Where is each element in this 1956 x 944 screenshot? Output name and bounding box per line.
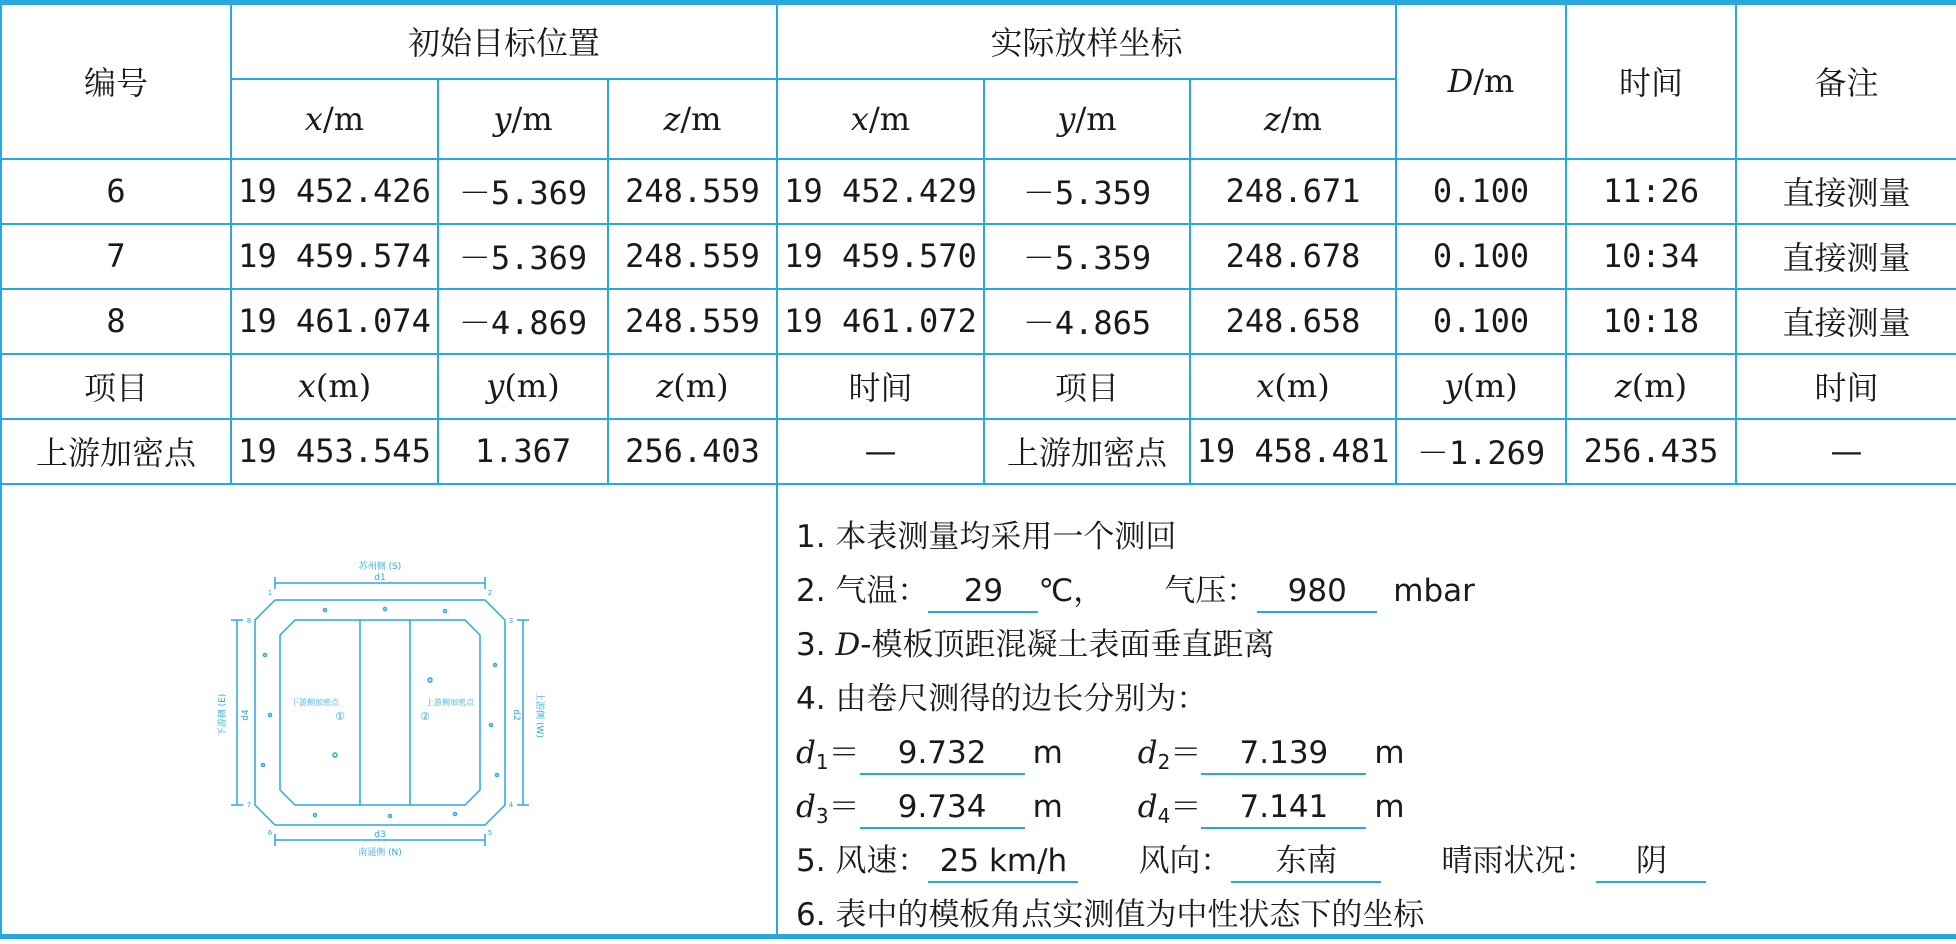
- table-row: [1, 289, 1956, 354]
- ref-x-2: 19 458.481: [1190, 419, 1396, 484]
- ref-header-time: 时间: [777, 354, 984, 419]
- ref-row: [1, 419, 1956, 484]
- header-target-x: x/m: [231, 79, 438, 159]
- header-target-position: 初始目标位置: [231, 3, 777, 79]
- cell-d: 0.100: [1396, 159, 1566, 224]
- ref-time-1: —: [777, 419, 984, 484]
- cell-note: 直接测量: [1736, 289, 1956, 354]
- note-1: 1. 本表测量均采用一个测回: [796, 519, 1177, 555]
- ref-z-1: 256.403: [608, 419, 777, 484]
- row-id: 8: [1, 289, 231, 354]
- header-target-y: y/m: [438, 79, 608, 159]
- d2-value: 7.139: [1201, 733, 1366, 775]
- cell-target-y: －5.369: [438, 159, 608, 224]
- header-actual-y: y/m: [984, 79, 1190, 159]
- header-actual-coords: 实际放样坐标: [777, 3, 1396, 79]
- corner-label: 2: [487, 589, 493, 597]
- header-id: 编号: [1, 3, 231, 159]
- diagram-left-dim: d4: [241, 709, 251, 721]
- note-3: 3. D-模板顶距混凝土表面垂直距离: [796, 627, 1275, 663]
- cell-note: 直接测量: [1736, 224, 1956, 289]
- cell-actual-x: 19 459.570: [777, 224, 984, 289]
- weather-value: 阴: [1596, 841, 1706, 883]
- ref-header-item: 项目: [1, 354, 231, 419]
- cell-target-x: 19 461.074: [231, 289, 438, 354]
- cell-target-z: 248.559: [608, 159, 777, 224]
- corner-label: 6: [267, 829, 273, 837]
- diagram-left-mark: ①: [335, 710, 345, 723]
- header-actual-z: z/m: [1190, 79, 1396, 159]
- cell-actual-y: －5.359: [984, 159, 1190, 224]
- note-d1-d2: $d_1= 9.732$ m $d_2= 7.139$ m: [796, 735, 1405, 774]
- corner-label: 7: [246, 801, 252, 809]
- wind-direction-value: 东南: [1231, 841, 1381, 883]
- cell-actual-y: －4.865: [984, 289, 1190, 354]
- note-6: 6. 表中的模板角点实测值为中性状态下的坐标: [796, 897, 1425, 933]
- row-id: 6: [1, 159, 231, 224]
- cell-d: 0.100: [1396, 224, 1566, 289]
- note-2: 2. 气温： 29 ℃， 气压： 980 mbar: [796, 564, 1946, 618]
- ref-header-y-2: y(m): [1396, 354, 1566, 419]
- cell-actual-x: 19 461.072: [777, 289, 984, 354]
- header-target-z: z/m: [608, 79, 777, 159]
- cell-target-y: －5.369: [438, 224, 608, 289]
- ref-header-x-2: x(m): [1190, 354, 1396, 419]
- row-id: 7: [1, 224, 231, 289]
- ref-time-2: —: [1736, 419, 1956, 484]
- cell-d: 0.100: [1396, 289, 1566, 354]
- header-time: 时间: [1566, 3, 1736, 159]
- cell-actual-z: 248.671: [1190, 159, 1396, 224]
- corner-label: 4: [508, 801, 514, 809]
- ref-header-x: x(m): [231, 354, 438, 419]
- corner-label: 8: [246, 617, 252, 625]
- diagram-bottom-label: 南通侧 (N): [358, 848, 402, 858]
- ref-name-2: 上游加密点: [984, 419, 1190, 484]
- diagram-bottom-dim: d3: [374, 830, 386, 840]
- cell-actual-z: 248.658: [1190, 289, 1396, 354]
- ref-header-item-2: 项目: [984, 354, 1190, 419]
- ref-header-time-2: 时间: [1736, 354, 1956, 419]
- corner-label: 1: [267, 589, 273, 597]
- ref-y-1: 1.367: [438, 419, 608, 484]
- header-d: D/m: [1396, 3, 1566, 159]
- ref-header-y: y(m): [438, 354, 608, 419]
- diagram-right-label: 上游侧 (W): [534, 692, 544, 738]
- corner-label: 3: [508, 617, 514, 625]
- header-note: 备注: [1736, 3, 1956, 159]
- ref-name-1: 上游加密点: [1, 419, 231, 484]
- cell-actual-y: －5.359: [984, 224, 1190, 289]
- ref-header-row: [1, 354, 1956, 419]
- ref-z-2: 256.435: [1566, 419, 1736, 484]
- note-4: 4. 由卷尺测得的边长分别为：: [796, 681, 1208, 717]
- cell-time: 10:18: [1566, 289, 1736, 354]
- diagram-top-label: 苏州侧 (S): [358, 562, 402, 572]
- formwork-diagram: [215, 555, 545, 865]
- note-5: 5. 风速： 25 km/h 风向： 东南 晴雨状况： 阴: [796, 834, 1946, 888]
- wind-speed-value: 25 km/h: [928, 841, 1078, 883]
- diagram-right-point: 上游侧加密点: [426, 698, 474, 707]
- diagram-right-dim: d2: [511, 709, 521, 721]
- cell-target-x: 19 452.426: [231, 159, 438, 224]
- notes-block: [796, 510, 1946, 942]
- corner-label: 5: [487, 829, 493, 837]
- diagram-right-mark: ②: [420, 710, 430, 723]
- diagram-left-point: 下游侧加密点: [291, 698, 339, 707]
- ref-y-2: －1.269: [1396, 419, 1566, 484]
- ref-x-1: 19 453.545: [231, 419, 438, 484]
- cell-time: 11:26: [1566, 159, 1736, 224]
- diagram-left-label: 下游侧 (E): [218, 693, 228, 737]
- note-d3-d4: $d_3= 9.734$ m $d_4= 7.141$ m: [796, 789, 1405, 828]
- d1-value: 9.732: [860, 733, 1025, 775]
- ref-header-z-2: z(m): [1566, 354, 1736, 419]
- header-actual-x: x/m: [777, 79, 984, 159]
- cell-actual-z: 248.678: [1190, 224, 1396, 289]
- table-row: [1, 224, 1956, 289]
- cell-time: 10:34: [1566, 224, 1736, 289]
- diagram-top-dim: d1: [374, 573, 386, 583]
- cell-target-y: －4.869: [438, 289, 608, 354]
- d4-value: 7.141: [1201, 787, 1366, 829]
- d3-value: 9.734: [860, 787, 1025, 829]
- temperature-value: 29: [928, 571, 1038, 613]
- cell-actual-x: 19 452.429: [777, 159, 984, 224]
- cell-target-z: 248.559: [608, 224, 777, 289]
- ref-header-z: z(m): [608, 354, 777, 419]
- cell-note: 直接测量: [1736, 159, 1956, 224]
- pressure-value: 980: [1257, 571, 1377, 613]
- cell-target-x: 19 459.574: [231, 224, 438, 289]
- table-row: [1, 159, 1956, 224]
- cell-target-z: 248.559: [608, 289, 777, 354]
